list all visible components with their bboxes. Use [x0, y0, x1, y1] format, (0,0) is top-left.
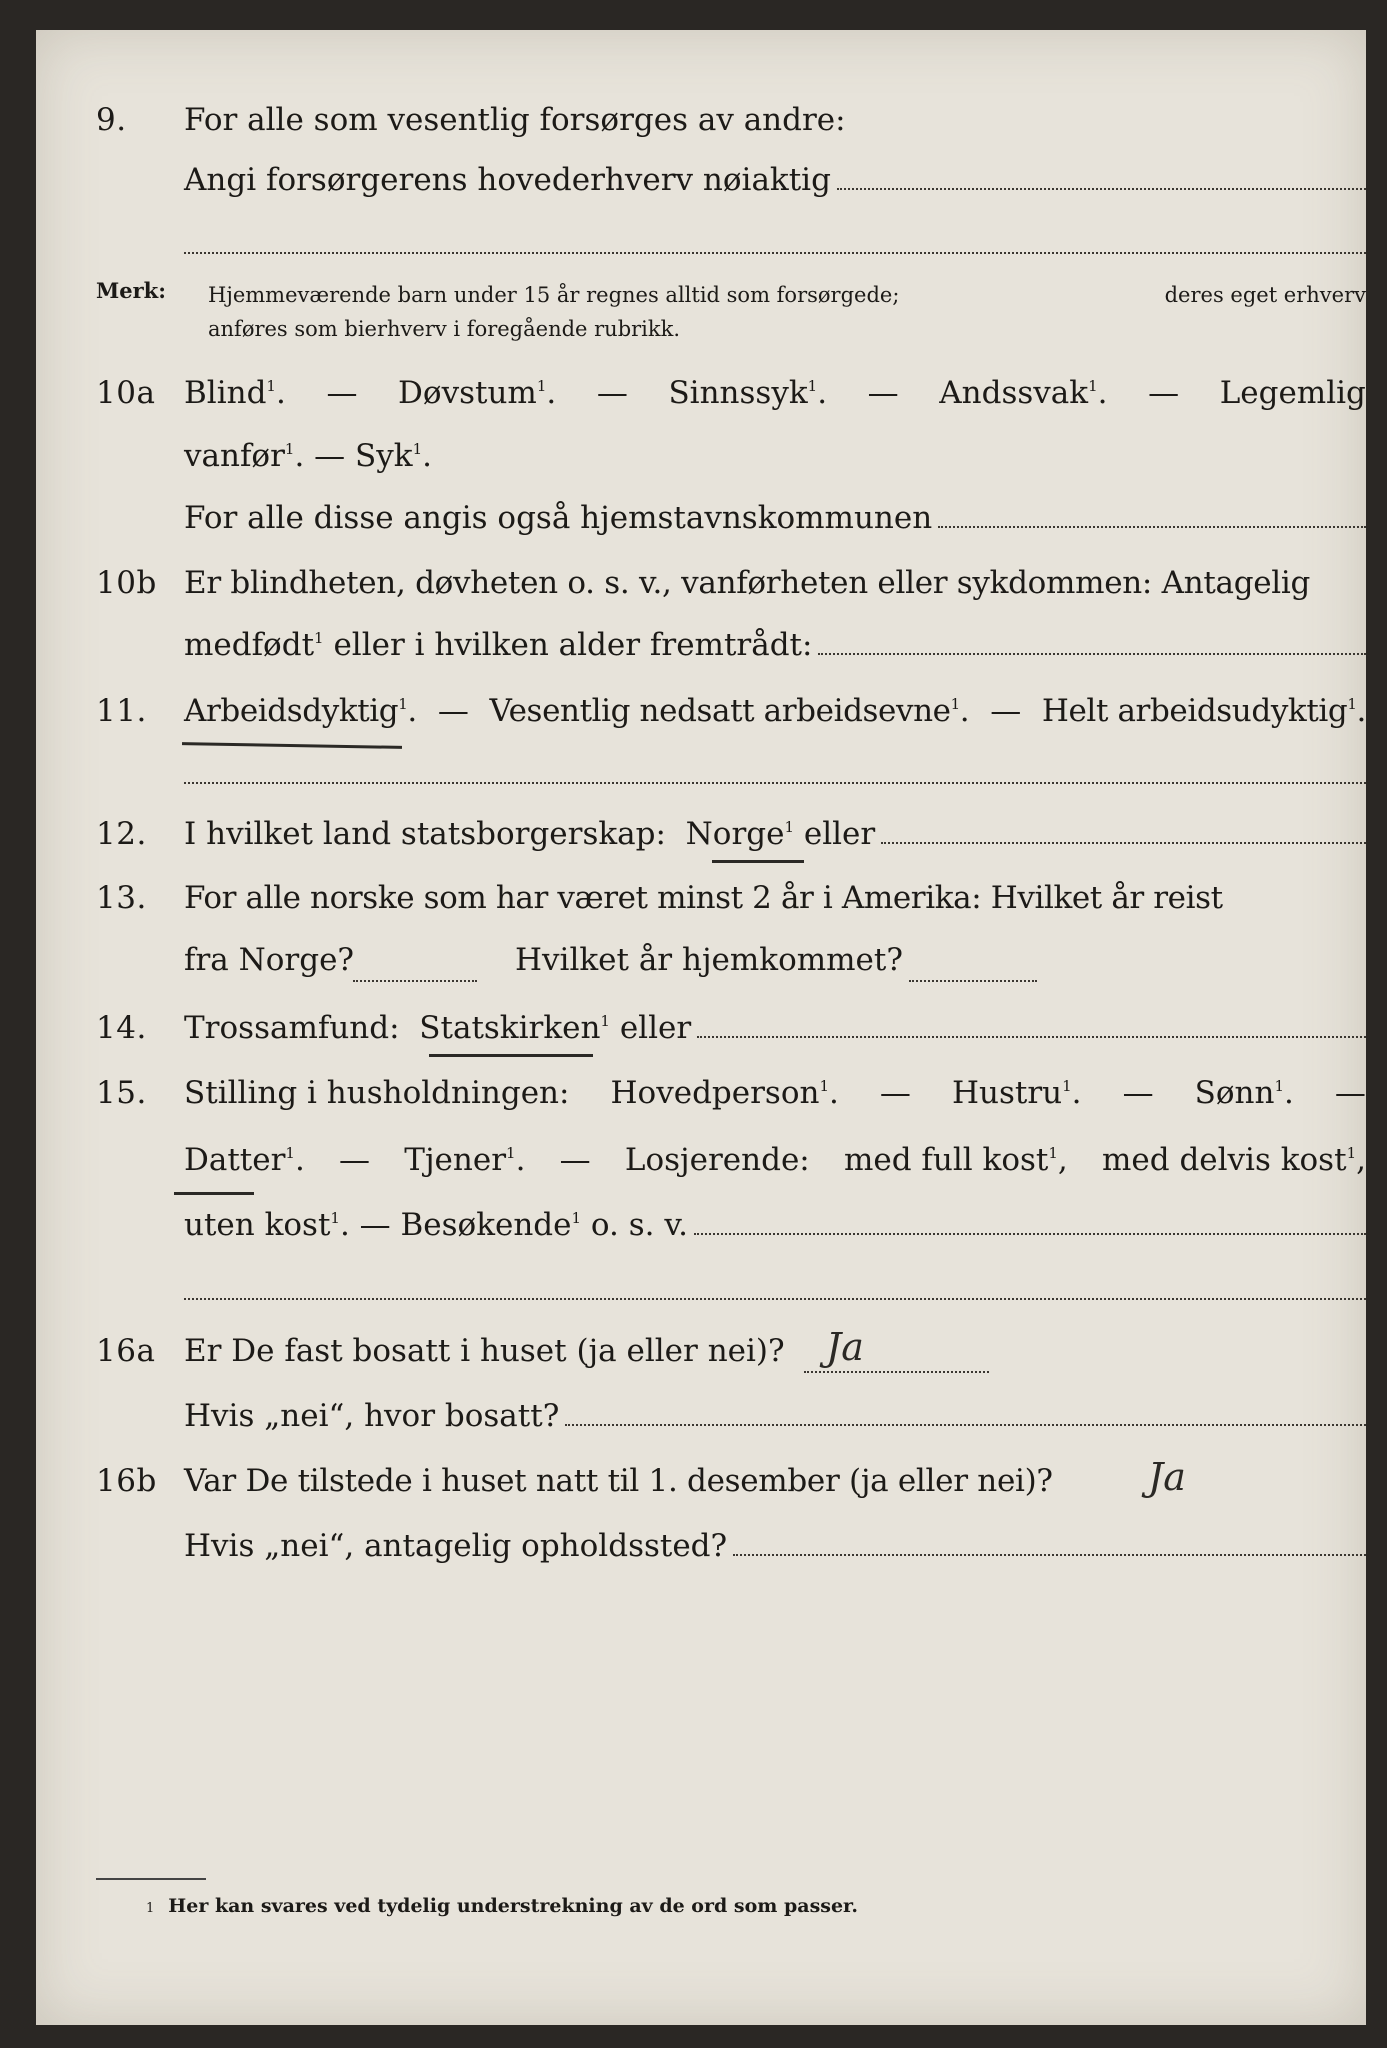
handwritten-underline	[174, 1192, 254, 1195]
question-16a-row	[36, 1325, 1366, 1383]
question-text: Trossamfund:	[184, 1010, 400, 1046]
answer-field[interactable]	[733, 1554, 1366, 1556]
question-number: 10b	[96, 565, 157, 601]
option-tjener[interactable]: Tjener	[404, 1142, 507, 1178]
question-11-row: 11. Arbeidsdyktig$^1$. — Vesentlig nedsatt arbeidsevne$^1$. — Helt arbeidsudyktig$^1$.	[96, 693, 1366, 729]
question-number: 12.	[96, 816, 147, 852]
answer-field[interactable]	[818, 653, 1366, 655]
question-text: Angi forsørgerens hovederhverv nøiaktig	[184, 162, 831, 198]
note-text: anføres som bierhverv i foregående rubrikk.	[208, 317, 681, 341]
option-delvis-kost[interactable]: med delvis kost	[1102, 1142, 1347, 1178]
answer-field[interactable]	[804, 1371, 989, 1373]
question-text: fra Norge?	[184, 942, 355, 978]
question-16b-row	[36, 1455, 1366, 1513]
question-number: 11.	[96, 693, 147, 729]
option-full-kost[interactable]: med full kost	[843, 1142, 1049, 1178]
question-9-field	[36, 162, 1366, 212]
census-form-page	[36, 30, 1366, 2025]
option-medfodt[interactable]: medfødt	[184, 627, 315, 663]
option-legemlig[interactable]: Legemlig	[1219, 375, 1366, 411]
question-number: 9.	[96, 102, 127, 138]
question-text: eller i hvilken alder fremtrådt:	[333, 627, 813, 663]
question-text: eller	[803, 816, 876, 852]
question-text: Losjerende:	[624, 1142, 810, 1178]
question-text: o. s. v.	[590, 1207, 689, 1243]
question-15-field: uten kost$^1$. — Besøkende$^1$ o. s. v.	[36, 1207, 1366, 1257]
question-number: 16a	[96, 1333, 156, 1369]
question-number: 10a	[96, 375, 156, 411]
option-statskirken[interactable]: Statskirken	[419, 1010, 601, 1046]
question-16a-field	[36, 1398, 1366, 1448]
option-syk[interactable]: Syk	[355, 438, 413, 474]
question-text: Hvilket år hjemkommet?	[515, 942, 903, 978]
handwritten-underline	[182, 742, 402, 749]
answer-field[interactable]	[694, 1233, 1366, 1235]
question-text: Er De fast bosatt i huset (ja eller nei)?	[184, 1333, 785, 1369]
question-13-row	[36, 880, 1366, 930]
question-10a-field	[36, 500, 1366, 550]
merk-note	[36, 278, 1366, 358]
answer-field[interactable]	[881, 842, 1366, 844]
question-text: Var De tilstede i huset natt til 1. desember (ja eller nei)?	[184, 1463, 1053, 1499]
answer-field[interactable]	[837, 188, 1366, 190]
question-text: eller	[619, 1010, 692, 1046]
question-text: For alle norske som har været minst 2 år i Amerika: Hvilket år reist	[184, 880, 1223, 916]
option-vanfor[interactable]: vanfør	[184, 438, 285, 474]
option-datter[interactable]: Datter	[184, 1142, 286, 1178]
question-text: Er blindheten, døvheten o. s. v., vanførheten eller sykdommen: Antagelig	[184, 565, 1311, 601]
footnote-text: Her kan svares ved tydelig understrekning av de ord som passer.	[168, 1895, 858, 1917]
option-hovedperson[interactable]: Hovedperson	[610, 1075, 820, 1111]
question-15-row: 15. Stilling i husholdningen: Hovedperson$^1$. — Hustru$^1$. — Sønn$^1$. —	[96, 1075, 1366, 1111]
question-10a-row: 10a Blind$^1$. — Døvstum$^1$. — Sinnssyk$^1$. — Andssvak$^1$. — Legemlig	[96, 375, 1366, 411]
question-number: 16b	[96, 1463, 157, 1499]
option-norge[interactable]: Norge	[685, 816, 785, 852]
answer-field[interactable]	[184, 252, 1366, 254]
question-12-row: 12. I hvilket land statsborgerskap: Norge$^1$ eller	[36, 816, 1366, 866]
question-10a-row2: vanfør$^1$. — Syk$^1$.	[184, 438, 432, 474]
footnote	[146, 1895, 858, 1917]
option-arbeidsdyktig[interactable]: Arbeidsdyktig	[184, 693, 399, 729]
question-number: 14.	[96, 1010, 147, 1046]
option-hustru[interactable]: Hustru	[951, 1075, 1063, 1111]
question-10b-field: medfødt$^1$ eller i hvilken alder fremtrådt:	[36, 627, 1366, 677]
footnote-mark: 1	[146, 1901, 155, 1916]
question-text: For alle som vesentlig forsørges av andre:	[184, 102, 846, 138]
note-text: Hjemmeværende barn under 15 år regnes alltid som forsørgede;	[208, 283, 900, 307]
answer-field[interactable]	[565, 1424, 1366, 1426]
option-andssvak[interactable]: Andssvak	[939, 375, 1089, 411]
handwritten-underline	[429, 1054, 593, 1057]
footnote-rule	[96, 1878, 206, 1880]
option-sonn[interactable]: Sønn	[1194, 1075, 1275, 1111]
answer-field[interactable]	[184, 1298, 1366, 1300]
option-udyktig[interactable]: Helt arbeidsudyktig	[1041, 693, 1348, 729]
handwritten-underline	[712, 860, 804, 863]
question-text: I hvilket land statsborgerskap:	[184, 816, 666, 852]
question-16b-field	[36, 1528, 1366, 1578]
handwritten-answer: Ja	[826, 1325, 864, 1369]
option-uten-kost[interactable]: uten kost	[184, 1207, 331, 1243]
note-text: deres eget erhverv	[1164, 283, 1366, 307]
question-number: 13.	[96, 880, 147, 916]
answer-field[interactable]	[938, 526, 1366, 528]
option-sinnssyk[interactable]: Sinnssyk	[668, 375, 808, 411]
option-blind[interactable]: Blind	[184, 375, 267, 411]
question-10b-row	[36, 565, 1366, 615]
note-label: Merk:	[96, 278, 166, 303]
question-14-row: 14. Trossamfund: Statskirken$^1$ eller	[36, 1010, 1366, 1060]
question-number: 15.	[96, 1075, 147, 1111]
question-text: For alle disse angis også hjemstavnskommunen	[184, 500, 933, 536]
option-besokende[interactable]: Besøkende	[400, 1207, 572, 1243]
answer-field[interactable]	[353, 980, 477, 982]
question-text: Stilling i husholdningen:	[184, 1075, 570, 1111]
question-9-row	[36, 102, 1366, 152]
answer-field[interactable]	[909, 980, 1037, 982]
question-text: Hvis „nei“, hvor bosatt?	[184, 1398, 560, 1434]
question-text: Hvis „nei“, antagelig opholdssted?	[184, 1528, 728, 1564]
question-13-fields	[36, 942, 1366, 992]
answer-field[interactable]	[184, 782, 1366, 784]
answer-field[interactable]	[697, 1036, 1366, 1038]
question-15-row2: Datter$^1$. — Tjener$^1$. — Losjerende: med full kost$^1$, med delvis kost$^1$,	[184, 1142, 1366, 1178]
option-dovstum[interactable]: Døvstum	[398, 375, 537, 411]
handwritten-answer: Ja	[1148, 1455, 1186, 1499]
option-nedsatt[interactable]: Vesentlig nedsatt arbeidsevne	[489, 693, 951, 729]
